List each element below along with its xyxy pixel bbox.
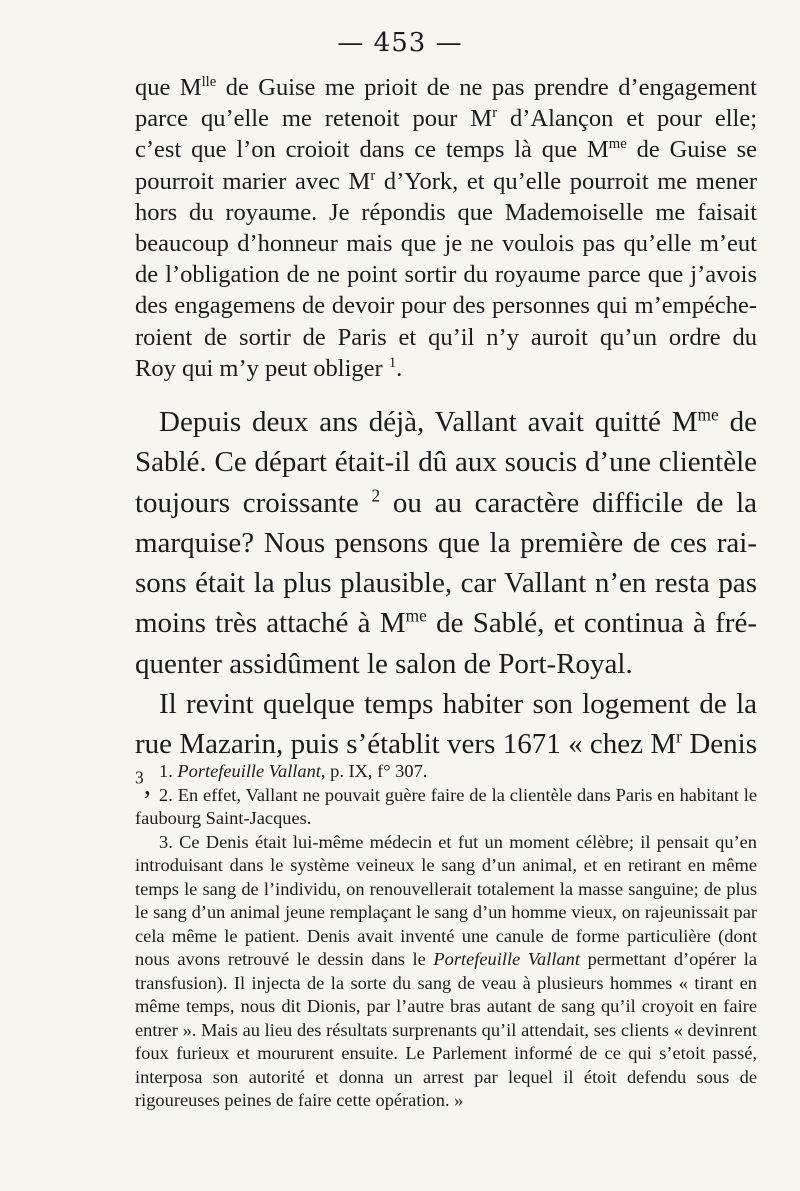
text-line: Il revint quelque temps habiter son logement de la <box>159 688 757 721</box>
text-line: Depuis deux ans déjà, Vallant avait quitté $M^{me}$ de <box>159 404 758 438</box>
quote-line: c’est que l’on croioit dans ce temps là que $M^{me}$ de Guise se <box>135 136 757 164</box>
quote-line: Roy qui m’y peut obliger $^1$. <box>135 354 403 382</box>
quote-line: des engagemens de devoir pour des personnes qui m’empéche- <box>135 292 757 320</box>
text-line: toujours croissante $^2$ ou au caractère difficile de la <box>135 484 757 519</box>
footnote: 3. Ce Denis était lui-même médecin et fut un moment célèbre; il pensait qu’en introduisant dans le système veineux le sang d’un animal, et en retirant en même temps le sang de l’individu, on renouvellerait totalement la masse sanguine; de plus le sang d’un animal jeune remplaçant le sang d’un homme vieux, on rajeunissait par cela même le patient. Denis avait inventé une canule de forme particulière (dont nous avons retrouvé le dessin dans le Portefeuille Vallant permettant d’opérer la transfusion). Il injecta de la sorte du sang de veau à plusieurs hommes « tirant en même temps, nous dit Dionis, par l’autre bras autant de sang qu’il croyoit en faire entrer ». Mais au lieu des résultats surprenants qu’il attendait, ses clients « devinrent foux furieux et moururent ensuite. Le Parlement informé de ce qui s’etoit passé, interposa son autorité et donna un arrest par lequel il étoit defendu sous de rigoureuses peines de faire cette opération. » <box>135 831 757 1110</box>
text-line: sons était la plus plausible, car Vallant n’en resta pas <box>135 567 757 600</box>
quote-line: beaucoup d’honneur mais que je ne voulois pas qu’elle m’eut <box>135 230 757 258</box>
text-line: quenter assidûment le salon de Port-Royal. <box>135 647 633 680</box>
page-number: — 453 — <box>337 28 463 58</box>
quote-line: roient de sortir de Paris et qu’il n’y auroit qu’un ordre du <box>135 323 757 351</box>
footnote: 2. En effet, Vallant ne pouvait guère faire de la clientèle dans Paris en habitant le faubourg Saint-Jacques. <box>135 784 757 828</box>
paragraph-1 <box>135 402 757 684</box>
quote-line: que $M^{lle}$ de Guise me prioit de ne pas prendre d’engagement <box>135 73 757 101</box>
main-text <box>135 402 757 805</box>
quoted-passage <box>135 72 757 384</box>
quote-line: parce qu’elle me retenoit pour $M^r$ d’Alançon et pour elle; <box>135 105 757 133</box>
quote-line: pourroit marier avec $M^r$ d’York, et qu’elle pourroit me mener <box>135 167 757 195</box>
footnote: 1. Portefeuille Vallant, p. IX, f° 307. <box>159 761 428 781</box>
text-line: moins très attaché à $M^{me}$ de Sablé, et continua à fré- <box>135 605 757 640</box>
text-line: rue Mazarin, puis s’établit vers 1671 « chez $M^r$ Denis $^3$, <box>135 726 757 801</box>
text-line: Sablé. Ce départ était-il dû aux soucis d’une clientèle <box>135 446 757 479</box>
footnotes <box>135 760 757 1113</box>
quote-line: de l’obligation de ne point sortir du royaume parce que j’avois <box>135 261 757 289</box>
text-line: marquise? Nous pensons que la première de ces rai- <box>135 526 757 559</box>
quote-line: hors du royaume. Je répondis que Mademoiselle me faisait <box>135 198 757 226</box>
